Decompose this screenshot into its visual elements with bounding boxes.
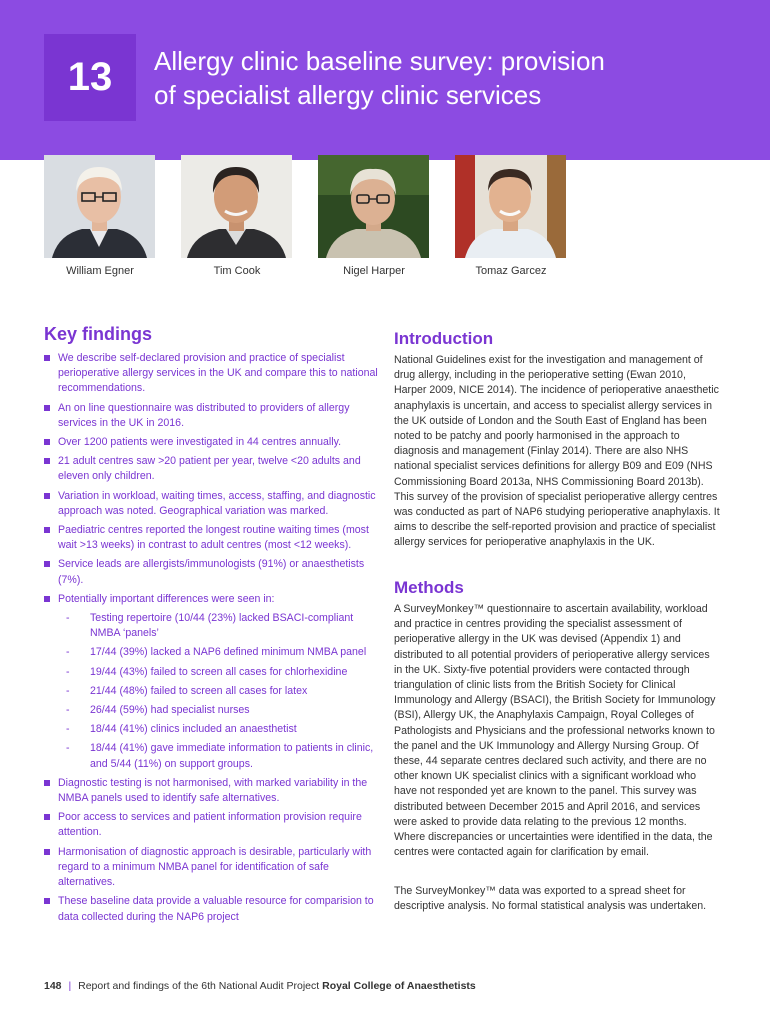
key-finding-sublist (58, 611, 378, 772)
key-finding-text: Potentially important differences were seen in: (58, 592, 275, 605)
dash-marker: - (66, 612, 70, 625)
bullet-square-icon (44, 439, 50, 445)
key-findings-heading: Key findings (44, 324, 153, 344)
page-number: 148 (44, 980, 62, 992)
key-finding-text: 21 adult centres saw >20 patient per year, twelve <20 adults and eleven only children. (58, 455, 361, 483)
footer-separator: | (68, 980, 72, 992)
methods-paragraph-1: A SurveyMonkey™ questionnaire to ascertain availability, workload and practice in centres providing the specialist assessment of perioperative allergy in the UK was devised (Appendix 1) and distributed to all potential providers of perioperative allergy services in the UK. Sixty-five potential providers were contacted through triangulation of clinic lists from the British Society for Clinical Immunology and Allergy (BSACI), the British Society for Immunology (BSI), Allergy UK, the Anaphylaxis Campaign, Royal Colleges of Pathologists and Physicians and the professional networks known to the panel and the UK Immunology and Allergy Nursing Group. Of these, 44 separate centres declared such activity, and there are no other known UK specialist clinics with a significant workload who have not responded yet are known to the panel. This survey was distributed between December 2015 and April 2016, and services were asked to provide data relating to the previous 12 months. Where discrepancies or uncertainties were identified in the data, the centres were contacted again for clarification by email. (394, 603, 716, 859)
key-finding-item (44, 435, 378, 450)
key-finding-item (44, 401, 378, 431)
dash-marker: - (66, 646, 70, 659)
key-finding-text: Paediatric centres reported the longest routine waiting times (most wait >13 weeks) in contrast to adult centres (most <12 weeks). (58, 524, 369, 552)
chapter-number: 13 (67, 55, 113, 99)
methods-heading: Methods (394, 578, 464, 597)
bullet-square-icon (44, 596, 50, 602)
author-photo-tomaz-garcez (455, 155, 566, 258)
author-name-william-egner: William Egner (66, 265, 134, 277)
bullet-square-icon (44, 780, 50, 786)
subitem-text: 19/44 (43%) failed to screen all cases for chlorhexidine (90, 665, 348, 678)
author-photo-william-egner (44, 155, 155, 258)
key-finding-text: Variation in workload, waiting times, access, staffing, and diagnostic approach was noted. Geographical variation was marked. (58, 489, 376, 517)
bullet-square-icon (44, 898, 50, 904)
methods-paragraph-2: The SurveyMonkey™ data was exported to a spread sheet for descriptive analysis. No formal statistical analysis was undertaken. (394, 885, 707, 913)
subitem-text: 17/44 (39%) lacked a NAP6 defined minimum NMBA panel (90, 646, 367, 659)
key-finding-item (44, 776, 378, 806)
footer-organization: Royal College of Anaesthetists (322, 980, 476, 992)
chapter-number-box (44, 34, 136, 121)
introduction-paragraph: National Guidelines exist for the investigation and management of drug allergy, including in the perioperative setting (Ewan 2010, Harper 2009, NICE 2014). The incidence of perioperative anaesthetic anaphylaxis is uncertain, and access to specialist allergy services in the UK outside of London and the South East of England has been noted to be patchy and poorly harmonised in the approach to diagnosis and management (Finlay 2014). There are also NHS national specialist services definitions for allergy B09 and E09 (NHS Commissioning Board 2013a, NHS Commissioning Board 2013b). This survey of the provision of specialist perioperative allergy centres was conducted as part of NAP6 studying perioperative anaphylaxis. It aims to describe the self-reported provision and practice of specialist allergy services for perioperative anaphylaxis in the UK. (394, 354, 720, 549)
key-finding-item (44, 845, 378, 891)
dash-marker: - (66, 704, 70, 717)
key-finding-subitem (58, 703, 378, 718)
key-finding-item (44, 810, 378, 840)
author-name-nigel-harper: Nigel Harper (343, 265, 405, 277)
key-finding-text: Harmonisation of diagnostic approach is desirable, particularly with regard to a minimum NMBA panel for identification of safe alternatives. (58, 845, 372, 889)
page-footer (44, 980, 476, 992)
author-name-tomaz-garcez: Tomaz Garcez (475, 265, 547, 277)
key-finding-subitem (58, 722, 378, 737)
subitem-text: 18/44 (41%) clinics included an anaesthetist (90, 723, 297, 736)
key-finding-text: Service leads are allergists/immunologists (91%) or anaesthetists (7%). (58, 558, 365, 586)
key-finding-subitem (58, 665, 378, 680)
key-finding-item (44, 454, 378, 484)
key-finding-text: An on line questionnaire was distributed to providers of allergy services in the UK in 2016. (58, 401, 350, 429)
key-finding-item (44, 489, 378, 519)
subitem-text: 18/44 (41%) gave immediate information to patients in clinic, and 5/44 (11%) on support groups. (90, 742, 374, 770)
bullet-square-icon (44, 849, 50, 855)
bullet-square-icon (44, 405, 50, 411)
dash-marker: - (66, 723, 70, 736)
dash-marker: - (66, 684, 70, 697)
author-name-tim-cook: Tim Cook (213, 265, 261, 277)
key-finding-item (44, 894, 378, 924)
key-finding-item (44, 351, 378, 397)
chapter-title-line-1: Allergy clinic baseline survey: provision (154, 46, 605, 76)
key-finding-text: We describe self-declared provision and practice of specialist perioperative allergy services in the UK and compare this to national recommendations. (58, 352, 378, 395)
bullet-square-icon (44, 814, 50, 820)
dash-marker: - (66, 665, 70, 678)
bullet-square-icon (44, 355, 50, 361)
bullet-square-icon (44, 458, 50, 464)
dash-marker: - (66, 742, 70, 755)
bullet-square-icon (44, 561, 50, 567)
key-finding-subitem (58, 645, 378, 660)
subitem-text: Testing repertoire (10/44 (23%) lacked BSACI-compliant NMBA ‘panels’ (90, 612, 354, 640)
subitem-text: 26/44 (59%) had specialist nurses (90, 704, 250, 717)
key-finding-text: Diagnostic testing is not harmonised, with marked variability in the NMBA panels used to identify safe alternatives. (58, 776, 368, 805)
key-finding-item (44, 557, 378, 587)
bullet-square-icon (44, 493, 50, 499)
key-finding-item (44, 592, 378, 772)
key-finding-subitem (58, 684, 378, 699)
bullet-square-icon (44, 527, 50, 533)
key-finding-item (44, 523, 378, 553)
key-finding-text: These baseline data provide a valuable resource for comparision to data collected during the NAP6 project (58, 895, 374, 923)
key-finding-text: Poor access to services and patient information provision require attention. (58, 811, 362, 839)
key-findings-list (44, 351, 378, 929)
key-finding-text: Over 1200 patients were investigated in 44 centres annually. (58, 436, 342, 449)
chapter-title (154, 44, 714, 112)
chapter-title-line-2: of specialist allergy clinic services (154, 80, 542, 110)
subitem-text: 21/44 (48%) failed to screen all cases for latex (90, 684, 308, 697)
introduction-heading: Introduction (394, 329, 494, 348)
key-finding-subitem (58, 741, 378, 771)
footer-report-title: Report and findings of the 6th National Audit Project (78, 980, 320, 992)
key-finding-subitem (58, 611, 378, 641)
author-photo-tim-cook (181, 155, 292, 258)
author-photo-nigel-harper (318, 155, 429, 258)
